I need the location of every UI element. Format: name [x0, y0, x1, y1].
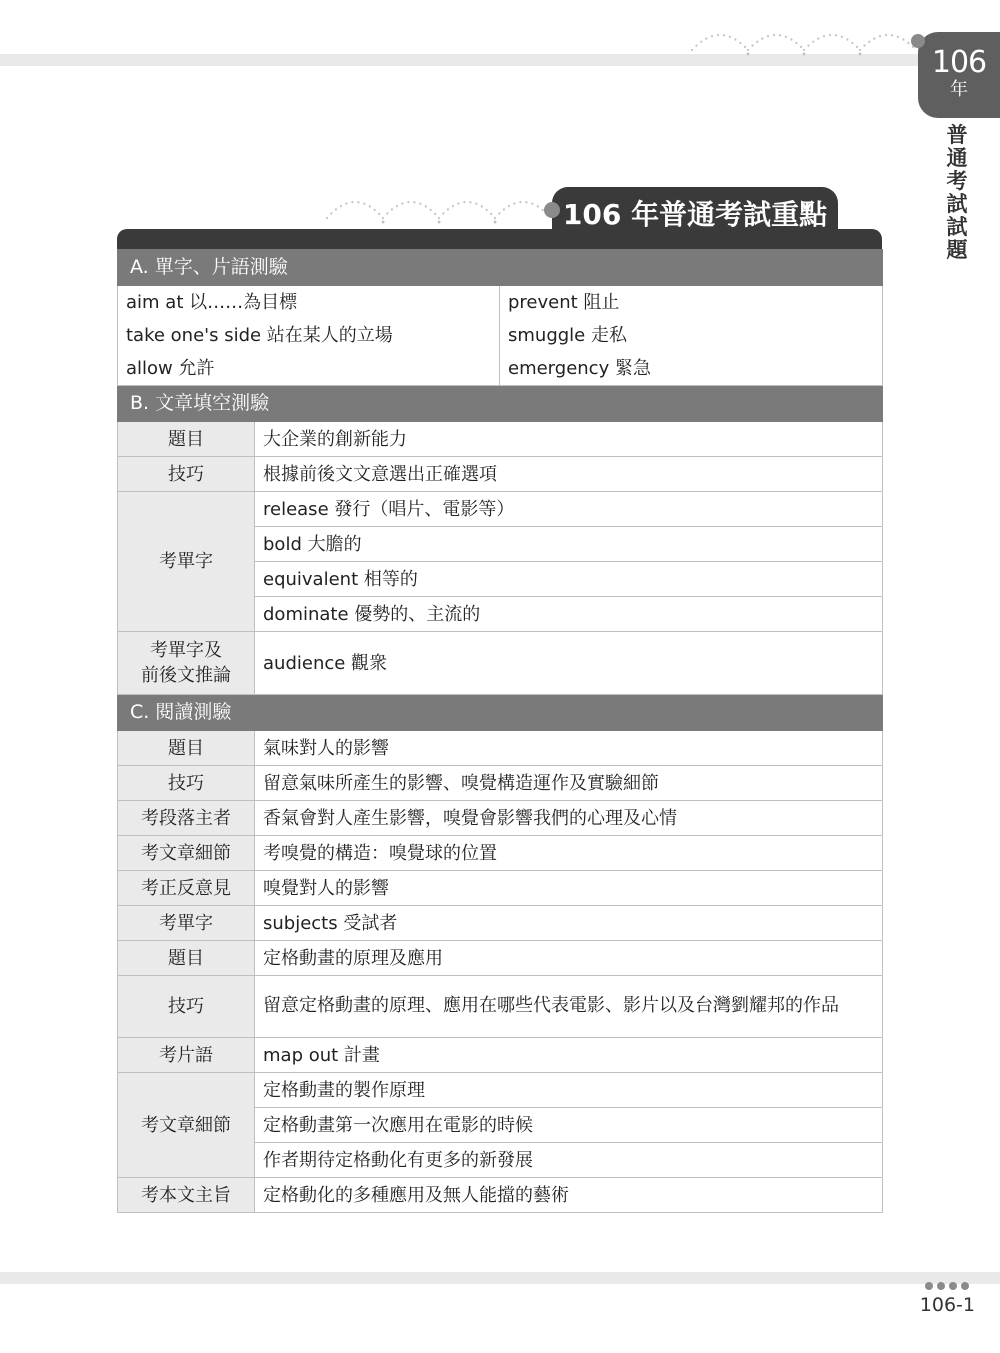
year-tab: [918, 32, 1000, 118]
vocab-item: smuggle 走私: [508, 325, 627, 346]
table-row: [118, 492, 883, 527]
row-label-line: 前後文推論: [141, 665, 231, 686]
row-value: equivalent 相等的: [255, 562, 883, 597]
table-row: [118, 836, 883, 871]
row-value: map out 計畫: [255, 1038, 883, 1073]
row-label: 技巧: [118, 976, 255, 1038]
table-row: [118, 906, 883, 941]
row-value: release 發行（唱片、電影等）: [255, 492, 883, 527]
row-label: [118, 632, 255, 695]
table-row: [118, 871, 883, 906]
footer-dots-decoration: [924, 1280, 970, 1292]
section-b-header: [118, 386, 883, 422]
row-label: 考文章細節: [118, 1073, 255, 1178]
bottom-decor-band: [0, 1272, 1000, 1284]
row-value: 嗅覺對人的影響: [255, 871, 883, 906]
table-row: [118, 1178, 883, 1213]
row-label: 技巧: [118, 766, 255, 801]
page-heading: 106 年普通考試重點: [552, 187, 838, 237]
vocab-item: allow 允許: [126, 358, 215, 379]
row-value: 定格動畫的原理及應用: [255, 941, 883, 976]
section-a-vocab-row: [118, 286, 883, 386]
heading-dot-decoration: [544, 202, 560, 218]
row-value: 氣味對人的影響: [255, 731, 883, 766]
heading-dotted-decoration: [325, 190, 555, 226]
row-value: 香氣會對人產生影響，嗅覺會影響我們的心理及心情: [255, 801, 883, 836]
row-label: 考單字: [118, 492, 255, 632]
table-row: [118, 632, 883, 695]
table-row: [118, 1073, 883, 1108]
row-value: 作者期待定格動化有更多的新發展: [255, 1143, 883, 1178]
vocab-item: emergency 緊急: [508, 358, 651, 379]
row-value: 考嗅覺的構造：嗅覺球的位置: [255, 836, 883, 871]
row-value: 大企業的創新能力: [255, 422, 883, 457]
row-value: 根據前後文文意選出正確選項: [255, 457, 883, 492]
section-a-header: [118, 250, 883, 286]
table-row: [118, 801, 883, 836]
row-label-line: 考單字及: [150, 640, 222, 661]
table-row: [118, 766, 883, 801]
section-b-title: B. 文章填空測驗: [118, 386, 883, 422]
row-value: 定格動畫的製作原理: [255, 1073, 883, 1108]
row-value: 留意定格動畫的原理、應用在哪些代表電影、影片以及台灣劉耀邦的作品: [255, 976, 883, 1038]
row-label: 考文章細節: [118, 836, 255, 871]
row-value: audience 觀衆: [255, 632, 883, 695]
row-label: 考片語: [118, 1038, 255, 1073]
section-a-left-column: [118, 286, 500, 386]
row-label: 考單字: [118, 906, 255, 941]
row-label: 題目: [118, 422, 255, 457]
row-value: subjects 受試者: [255, 906, 883, 941]
section-c-title: C. 閱讀測驗: [118, 695, 883, 731]
table-row: [118, 457, 883, 492]
table-row: [118, 1038, 883, 1073]
year-tab-number: 106: [931, 45, 987, 80]
table-row: [118, 976, 883, 1038]
row-value: dominate 優勢的、主流的: [255, 597, 883, 632]
row-value: 留意氣味所產生的影響、嗅覺構造運作及實驗細節: [255, 766, 883, 801]
table-row: [118, 422, 883, 457]
vocab-item: take one's side 站在某人的立場: [126, 325, 393, 346]
section-c-header: [118, 695, 883, 731]
vocab-item: aim at 以……為目標: [126, 292, 298, 313]
row-label: 技巧: [118, 457, 255, 492]
tab-dot-decoration: [911, 34, 925, 48]
row-value: 定格動化的多種應用及無人能擋的藝術: [255, 1178, 883, 1213]
row-label: 考段落主者: [118, 801, 255, 836]
side-title: 普通考試試題: [946, 123, 968, 262]
year-tab-unit: 年: [950, 79, 968, 100]
row-label: 考本文主旨: [118, 1178, 255, 1213]
section-a-title: A. 單字、片語測驗: [118, 250, 883, 286]
table-row: [118, 731, 883, 766]
row-label: 題目: [118, 941, 255, 976]
page-number: 106-1: [919, 1294, 975, 1316]
section-a-right-column: [500, 286, 883, 386]
vocab-item: prevent 阻止: [508, 292, 620, 313]
dotted-scallop-decoration: [690, 24, 920, 58]
row-value: 定格動畫第一次應用在電影的時候: [255, 1108, 883, 1143]
row-value: bold 大膽的: [255, 527, 883, 562]
exam-summary-table: [117, 249, 883, 1213]
row-label: 題目: [118, 731, 255, 766]
row-label: 考正反意見: [118, 871, 255, 906]
table-row: [118, 941, 883, 976]
